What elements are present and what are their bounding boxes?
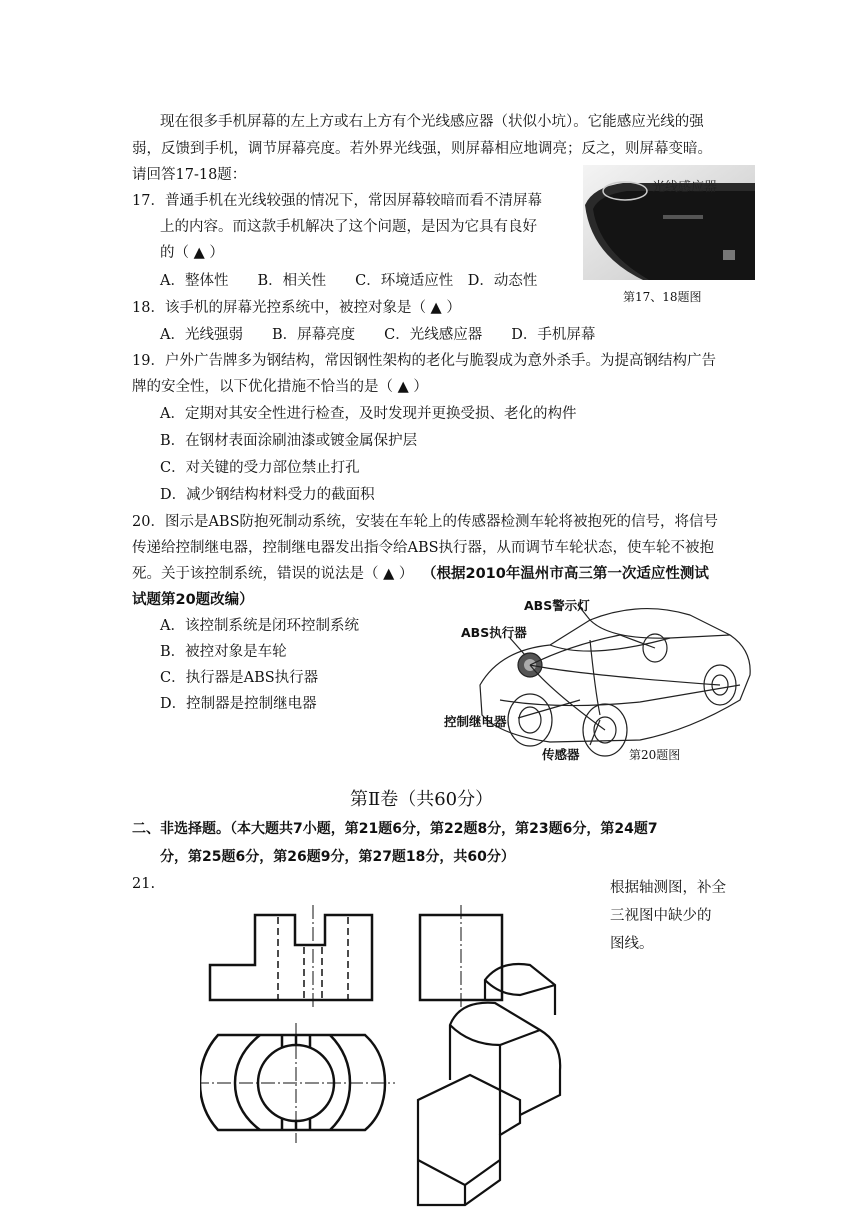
q20-option-a: A．该控制系统是闭环控制系统 — [160, 618, 359, 634]
part2-heading-1: 二、非选择题。（本大题共7小题，第21题6分，第22题8分，第23题6分，第24题7 — [132, 821, 658, 837]
q19-line-2: 牌的安全性，以下优化措施不恰当的是（ ▲ ） — [132, 379, 428, 395]
q17-line-3: 的（ ▲ ） — [160, 245, 224, 261]
q20-source-2: 试题第20题改编） — [132, 592, 254, 608]
q17-line-1: 17．普通手机在光线较强的情况下，常因屏幕较暗而看不清屏幕 — [132, 193, 542, 209]
part2-title: 第Ⅱ卷（共60分） — [350, 789, 494, 810]
car-figure-caption: 第20题图 — [629, 748, 681, 762]
q20-line-2: 传递给控制继电器，控制继电器发出指令给ABS执行器，从而调节车轮状态，使车轮不被抱 — [132, 540, 715, 556]
q20-source-1: （根据2010年温州市高三第一次适应性测试 — [422, 566, 709, 582]
phone-sensor-label: 光线感应器 — [652, 180, 718, 195]
q19-option-c: C．对关键的受力部位禁止打孔 — [160, 460, 360, 476]
abs-car-diagram — [440, 590, 760, 765]
intro-line-3: 请回答17-18题： — [132, 167, 247, 183]
q21-number: 21. — [132, 876, 156, 892]
intro-line-2: 弱，反馈到手机，调节屏幕亮度。若外界光线强，则屏幕相应地调亮；反之，则屏幕变暗。 — [132, 141, 712, 157]
q18-line-1: 18．该手机的屏幕光控系统中，被控对象是（ ▲ ） — [132, 300, 461, 316]
q20-line-1: 20．图示是ABS防抱死制动系统，安装在车轮上的传感器检测车轮将被抱死的信号，将信号 — [132, 514, 719, 530]
q19-line-1: 19．户外广告牌多为钢结构，常因钢性架构的老化与脆裂成为意外杀手。为提高钢结构广告 — [132, 353, 716, 369]
q19-option-a: A．定期对其安全性进行检查，及时发现并更换受损、老化的构件 — [160, 406, 577, 422]
q21-text-line-2: 三视图中缺少的 — [610, 908, 712, 924]
q20-option-c: C．执行器是ABS执行器 — [160, 670, 319, 686]
three-view-drawing — [200, 905, 600, 1210]
part2-heading-2: 分，第25题6分，第26题9分，第27题18分，共60分） — [160, 849, 515, 865]
abs-actuator-label: ABS执行器 — [461, 625, 527, 640]
q18-options: A．光线强弱 B．屏幕亮度 C．光线感应器 D．手机屏幕 — [160, 327, 596, 343]
q19-option-d: D．减少钢结构材料受力的截面积 — [160, 487, 375, 503]
phone-figure-caption: 第17、18题图 — [623, 290, 702, 304]
q17-line-2: 上的内容。而这款手机解决了这个问题，是因为它具有良好 — [160, 219, 537, 235]
q21-text-line-1: 根据轴测图，补全 — [610, 880, 726, 896]
abs-warning-light-label: ABS警示灯 — [524, 598, 590, 613]
q19-option-b: B．在钢材表面涂刷油漆或镀金属保护层 — [160, 433, 418, 449]
intro-line-1: 现在很多手机屏幕的左上方或右上方有个光线感应器（状似小坑）。它能感应光线的强 — [160, 114, 704, 130]
q20-option-d: D．控制器是控制继电器 — [160, 696, 317, 712]
q20-line-3: 死。关于该控制系统，错误的说法是（ ▲ ） — [132, 566, 414, 582]
q20-option-b: B．被控对象是车轮 — [160, 644, 287, 660]
q21-text-line-3: 图线。 — [610, 936, 654, 952]
control-relay-label: 控制继电器 — [444, 714, 507, 729]
sensor-label: 传感器 — [542, 747, 580, 762]
q17-options: A．整体性 B．相关性 C．环境适应性 D．动态性 — [160, 273, 538, 289]
